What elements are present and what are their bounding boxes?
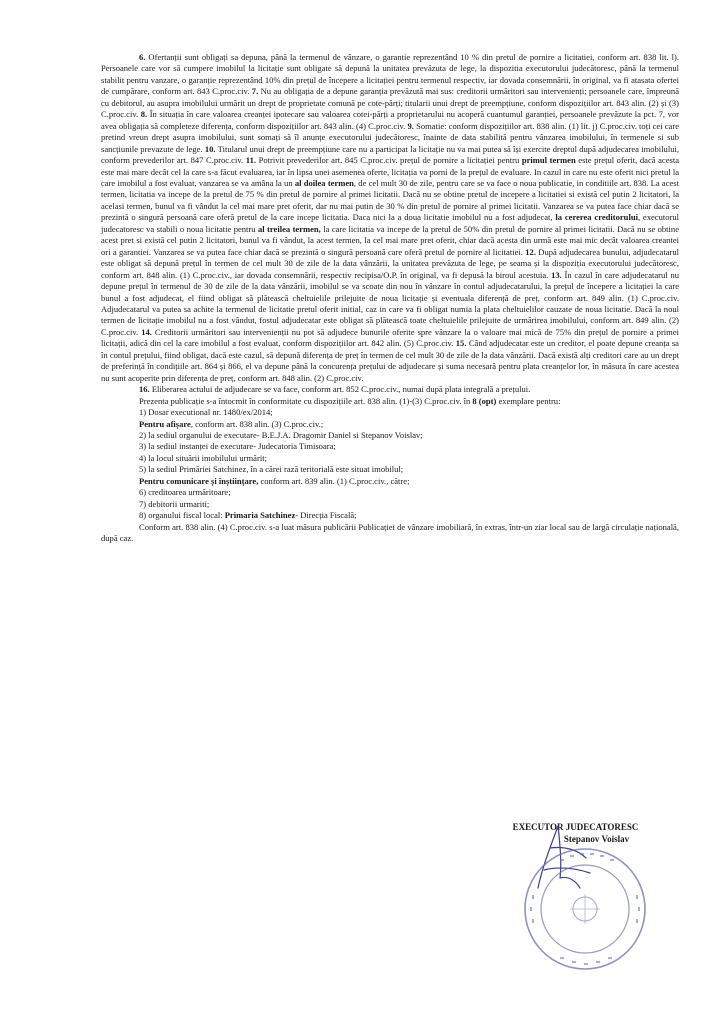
item-text: Somatie: conform dispozițiilor art. 838 alin. (1) lit. j) C.proc.civ. toți cei care pretind vreun drept asupra imobilului, sunt somați să îl anunțe executorului judecătoresc, înainte de data stabilită pentru vânzarea imobilului, în termenele si sub sancțiunile prevazute de lege. xyxy=(101,120,679,154)
item-text: Eliberarea actului de adjudecare se va face, conform art. 852 C.proc.civ., numai după plata integrală a prețului. xyxy=(149,384,531,395)
list-heading xyxy=(139,476,679,487)
list-item: 1) Dosar executional nr. 1480/ex/2014; xyxy=(139,407,273,418)
conditions-paragraph xyxy=(101,52,679,384)
item-text: Ofertanții sunt obligați sa depuna, până la termenul de vânzare, o garantie reprezentând 10 % din pretul de pornire a licitatiei, conform art. 838 lit. l). Persoanele care vor să cumpere imobilul la licitație sunt obligate să depună la unitatea prevăzuta de lege, la dispozitia executorului judecătoresc, până la termenul stabilit pentru vanzare, o garanție reprezentând 10% din prețul de începere a licitației pentru termenul respectiv, iar dovada consemnării, în original, va fi atasata ofertei de cumpărare, conform art. 843 C.proc.civ. xyxy=(101,52,679,97)
heading-text: , conform art. 838 alin. (3) C.proc.civ.; xyxy=(190,418,324,429)
copies-count: 8 (opt) xyxy=(472,395,497,406)
item-number: 12. xyxy=(525,246,536,257)
item-text: Creditorii urmăritori sau intervenienții nu pot să adjudece bunurile oferite spre vânzare la o valoare mai mică de 75% din prețul de pornire a primei licitații, adică din cel la care imobilul a fost evaluat, conform dispozițiilor art. 842 alin. (5) C.proc.civ. xyxy=(101,326,679,349)
item-text: 8) organului fiscal local: xyxy=(139,510,225,521)
document-body xyxy=(101,52,679,544)
item-text: la care licitatia va incepe de la pretul de 50% din pretul de pornire al primei licitatii. Dacă nu se obtine acest pret si există cel putin 2 licitatori, bunul va fi vândut, la acest termen, la cel mai mare pret oferit, chiar dacă acesta din urmă este mai mic decât valoarea creantei ori a garantiei. Vanzarea se va putea face chiar dacă se prezintă o singură persoană care oferă pretul de pornire al licitatiei. xyxy=(101,223,679,257)
item-text: Când adjudecatar este un creditor, el poate depune creanța sa în contul prețului, fiind obligat, dacă este cazul, să depună diferența de preț în termen de cel mult 30 de zile de la data vânzării. Dacă există alți creditori care au un drept de preferință în condițiile art. 864 și 866, el va depune până la concurența prețului de adjudecare și suma necesară pentru plata creanțelor lor, în măsura în care acestea nu sunt acoperite prin diferența de preț, conform art. 848 alin. (2) C.proc.civ. xyxy=(101,338,679,383)
item-text: , de cel mult 30 de zile, pentru care se va face o noua publicatie, in conditiile art. 838. La acest termen, licitatia va incepe de la pretul de 75 % din pretul de pornire al primei licitatii. Dacă nu se obtine pretul de incepere a licitatiei si există cel putin 2 licitatori, la acelasi termen, bunul va fi vândut la cel mai mare pret oferit, dar nu mai putin de 30 % din pretul de pornire al primei licitatii. Vanzarea se va putea face chiar dacă se prezintă o singură persoană care oferă pretul de la care incepe licitatia. Daca nici la a doua licitatie imobilul nu a fost adjudecat, xyxy=(101,177,679,223)
bold-phrase: primul termen xyxy=(521,155,576,166)
bold-phrase: Primaria Satchinez xyxy=(224,510,296,521)
item-text: Nu au obligația de a depune garanția prevăzută mai sus: creditorii urmăritori sau intervenienți; persoanele care, împreună cu debitorul, au asupra imobilului urmărit un drept de proprietate comună pe cote-părți; titularii unui drept de preempțiune, conform dispozițiilor art. 843 alin. (2) și (3) C.proc.civ. xyxy=(101,86,679,120)
list-item: 7) debitorii urmariti; xyxy=(139,498,210,509)
item-text: , executorul judecatoresc va stabili o noua licitatie pentru xyxy=(101,212,679,234)
list-item: 5) la sediul Primăriei Satchinez, în a cărei rază teritorială este situat imobilul; xyxy=(139,464,404,475)
intro-text: exemplare pentru: xyxy=(496,395,561,406)
signature-name: Stepanov Voislav xyxy=(563,834,630,844)
item-text: După adjudecarea bunului, adjudecatarul este obligat să depună prețul în termen de cel mult 30 de zile de la data vânzării, la unitatea prevăzuta de lege, pe seama și la dispoziția executorului judecătoresc, conform art. 848 alin. (1) C.proc.civ., iar dovada consemnării, respectiv recipisa/O.P. în original, va fi depusă la biroul acestuia. xyxy=(101,246,679,280)
item-text: În cazul în care adjudecatarul nu depune prețul în termenul de 30 de zile de la data vânzării, imobilul se va scoate din nou în vânzare în contul adjudecatarului, la prețul de începere a licitației la care bunul a fost adjudecat, el fiind obligat să plătească cheltuielile prilejuite de noua licitație și eventuala diferență de preț, conform art. 849 alin. (1) C.proc.civ. Adjudecatarul va putea sa achite la termenul de licitatie pretul oferit initial, caz in care va fi obligat numia la plata cheltuielilor cauzate de noua licitatie. Dacă la noul termen de licitație imobilul nu a fost vândut, fostul adjudecatar este obligat să plătească toate cheltuielile prilejuite de urmărirea imobilului, conform art. 849 alin. (2) C.proc.civ. xyxy=(101,269,679,337)
list-item: 3) la sediul instanței de executare- Judecatoria Timisoara; xyxy=(139,441,336,452)
bold-phrase: al doilea termen xyxy=(294,177,354,188)
heading-text: conform art. 839 alin. (1) C.proc.civ., către; xyxy=(258,475,410,486)
list-item: 2) la sediul organului de executare- B.E.J.A. Dragomir Daniel si Stepanov Voislav; xyxy=(139,429,423,440)
list-item xyxy=(139,510,679,521)
item-number: 10. xyxy=(204,143,216,154)
list-item: 4) la locul situării imobilului urmărit; xyxy=(139,452,267,463)
item-number: 11. xyxy=(245,155,256,166)
item-text: - Direcția Fiscală; xyxy=(295,510,357,521)
item-number: 6. xyxy=(139,52,146,62)
item-number: 15. xyxy=(455,338,467,349)
item-number: 16. xyxy=(139,384,150,395)
item-number: 9. xyxy=(407,120,414,131)
item-number: 8. xyxy=(140,109,148,120)
bold-phrase: la cererea creditorului xyxy=(555,212,638,223)
distribution-list xyxy=(101,407,679,522)
publication-intro xyxy=(101,396,679,407)
heading-bold: Pentru afișare xyxy=(139,418,191,429)
bold-phrase: al treilea termen, xyxy=(257,223,321,234)
paragraph-16 xyxy=(101,384,679,395)
signature-title: EXECUTOR JUDECATORESC xyxy=(512,822,639,832)
item-text: În situația în care valoarea creanței ipotecare sau valoarea cotei-părți a proprietarului nu acoperă cuantumul garanției, persoanele prevăzute la pct. 7, vor avea obligația să completeze diferența, conform dispozițiilor art. 843 alin. (4) C.proc.civ. xyxy=(101,109,679,131)
item-text: Potrivit prevederilor art. 845 C.proc.civ. prețul de pornire a licitației pentru xyxy=(256,155,522,166)
list-heading xyxy=(139,419,679,430)
intro-text: Prezenta publicație s-a întocmit în conformitate cu dispozițiile art. 838 alin. (1)-(3) C.proc.civ. în xyxy=(139,395,473,406)
item-number: 13. xyxy=(551,269,562,280)
item-number: 14. xyxy=(141,326,152,337)
official-stamp xyxy=(520,845,650,973)
list-item: 6) creditoarea urmăritoare; xyxy=(139,487,231,498)
closing-paragraph: Conform art. 838 alin. (4) C.proc.civ. s-a luat măsura publicării Publicației de vânzare imobiliară, în extras, într-un ziar local sau de largă circulație națională, după caz. xyxy=(101,521,679,544)
item-text: este prețul oferit, dacă acesta este mai mare decât cel la care s-a făcut evaluarea, iar în lipsa unei asemenea oferte, licitația va porni de la prețul de evaluare. In cazul in care nu este oferit nici pretul la care imobilul a fost evaluat, vanzarea se va amâna la un xyxy=(101,155,679,188)
item-text: Titularul unui drept de preempțiune care nu a participat la licitație nu va mai putea să își exercite dreptul după adjudecarea imobilului, conform prevederilor art. 847 C.proc.civ. xyxy=(101,143,679,166)
heading-bold: Pentru comunicare și înștiințare, xyxy=(139,475,259,486)
item-number: 7. xyxy=(251,86,259,97)
